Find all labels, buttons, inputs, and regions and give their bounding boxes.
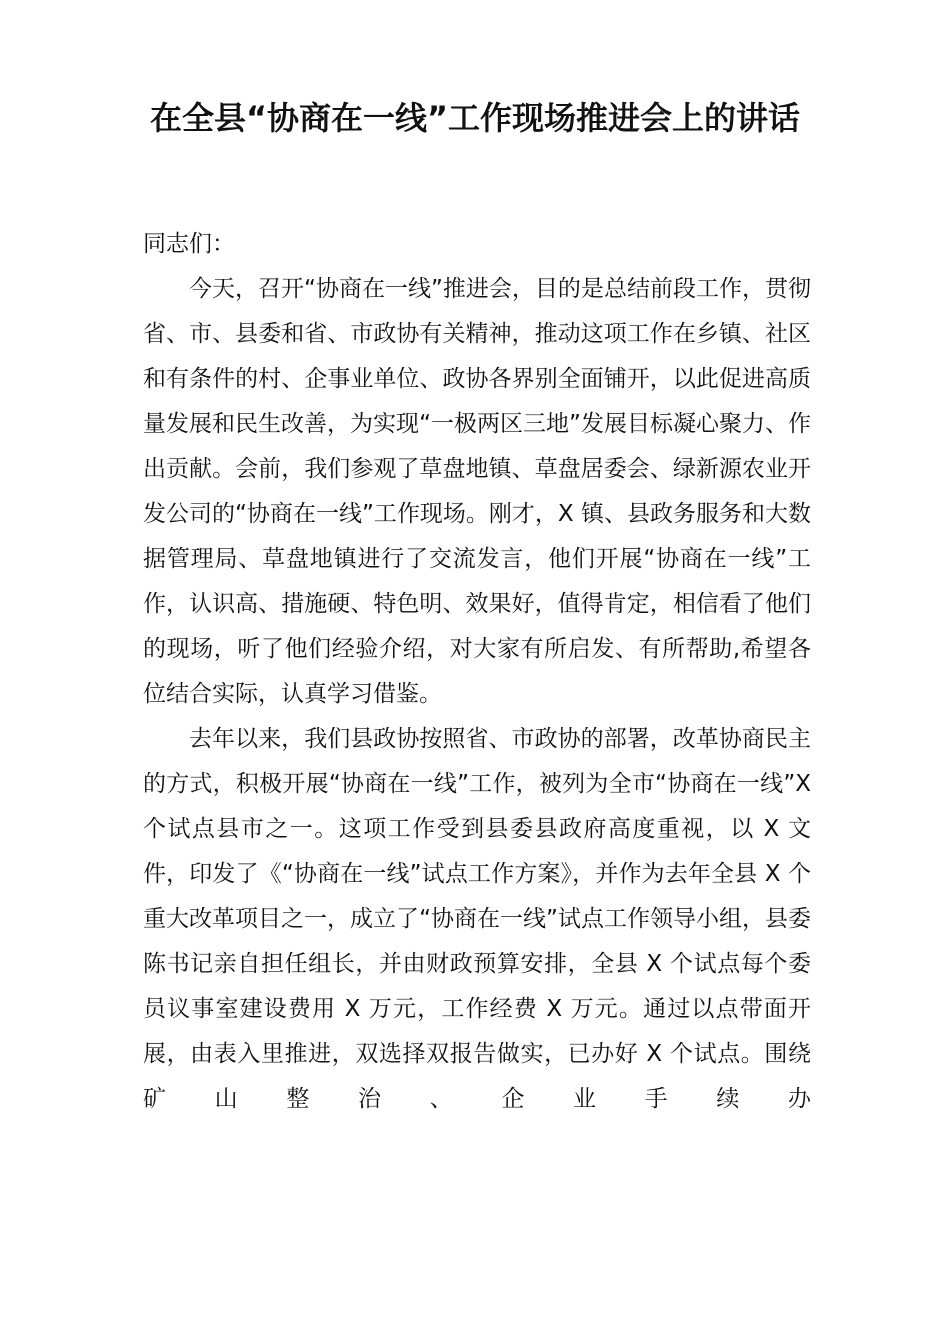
document-title: 在全县“协商在一线”工作现场推进会上的讲话: [149, 99, 801, 137]
document-body: [143, 222, 811, 1122]
paragraph-2: 去年以来，我们县政协按照省、市政协的部署，改革协商民主的方式，积极开展“协商在一线”工作，被列为全市“协商在一线”X 个试点县市之一。这项工作受到县委县政府高度重视，以 X 文件，印发了《“协商在一线”试点工作方案》，并作为去年全县 X 个重大改革项目之一，成立了“协商在一线”试点工作领导小组，县委陈书记亲自担任组长，并由财政预算安排，全县 X 个试点每个委员议事室建设费用 X 万元，工作经费 X 万元。通过以点带面开展，由表入里推进，双选择双报告做实，已办好 X 个试点。围绕矿山整治、企业手续办: [143, 726, 811, 1112]
salutation: 同志们：: [143, 231, 235, 257]
paragraph-1: 今天，召开“协商在一线”推进会，目的是总结前段工作，贯彻省、市、县委和省、市政协有关精神，推动这项工作在乡镇、社区和有条件的村、企事业单位、政协各界别全面铺开，以此促进高质量发展和民生改善，为实现“一极两区三地”发展目标凝心聚力、作出贡献。会前，我们参观了草盘地镇、草盘居委会、绿新源农业开发公司的“协商在一线”工作现场。刚才，X 镇、县政务服务和大数据管理局、草盘地镇进行了交流发言，他们开展“协商在一线”工作，认识高、措施硬、特色明、效果好，值得肯定，相信看了他们的现场，听了他们经验介绍，对大家有所启发、有所帮助,希望各位结合实际，认真学习借鉴。: [143, 276, 811, 707]
